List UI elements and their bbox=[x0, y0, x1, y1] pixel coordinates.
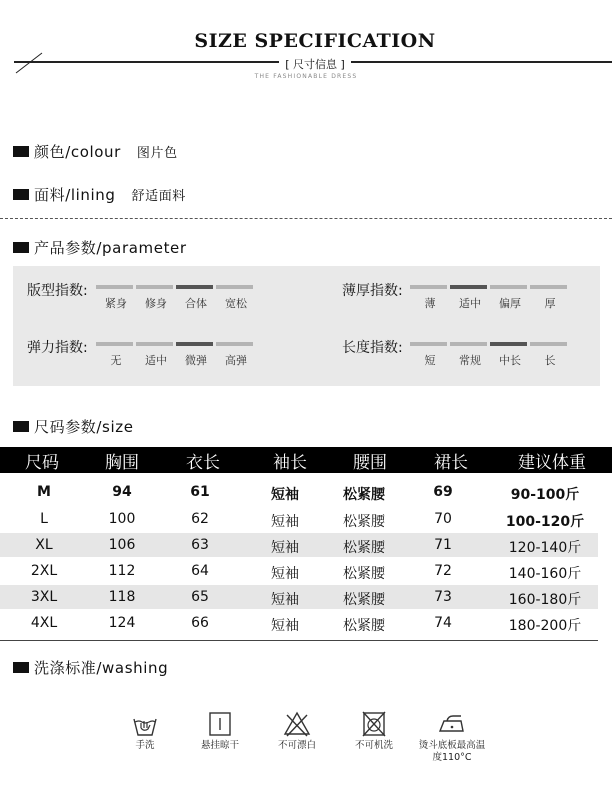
table-cell: 短袖 bbox=[271, 566, 299, 582]
table-cell: 70 bbox=[434, 511, 452, 527]
scale-segment bbox=[410, 342, 447, 346]
table-cell: 100 bbox=[108, 511, 136, 527]
no-bleach-icon bbox=[282, 709, 312, 739]
table-cell: 2XL bbox=[30, 563, 58, 579]
scale-option-label: 厚 bbox=[544, 297, 556, 310]
scale-option-label: 中长 bbox=[499, 354, 521, 367]
section-marker bbox=[13, 146, 29, 157]
table-cell: 100-120斤 bbox=[505, 514, 585, 530]
table-cell: 短袖 bbox=[271, 540, 299, 556]
washing-section bbox=[13, 657, 168, 678]
scale-option-label: 长 bbox=[544, 354, 556, 367]
colour-section bbox=[13, 141, 178, 162]
table-cell: 松紧腰 bbox=[343, 566, 385, 582]
table-cell: 61 bbox=[190, 484, 210, 500]
scale-segment bbox=[490, 285, 527, 289]
scale-option-label: 薄 bbox=[424, 297, 436, 310]
table-cell: 72 bbox=[434, 563, 452, 579]
scale-option-label: 合体 bbox=[185, 297, 207, 310]
table-cell: 106 bbox=[108, 537, 136, 553]
table-cell: 90-100斤 bbox=[510, 487, 580, 503]
scale-segment-selected bbox=[490, 342, 527, 346]
table-cell: 94 bbox=[112, 484, 132, 500]
scale-segment bbox=[450, 342, 487, 346]
table-cell: 160-180斤 bbox=[508, 592, 582, 608]
table-cell: 短袖 bbox=[271, 618, 299, 634]
table-row bbox=[0, 480, 598, 504]
table-cell: 71 bbox=[434, 537, 452, 553]
table-cell: 124 bbox=[108, 615, 136, 631]
parameter-name: 版型指数: bbox=[27, 283, 88, 299]
scale-segment bbox=[216, 342, 253, 346]
table-row bbox=[0, 611, 598, 635]
table-cell: 62 bbox=[191, 511, 209, 527]
no-machine-wash-icon bbox=[359, 709, 389, 739]
table-cell: 69 bbox=[433, 484, 453, 500]
dashed-divider bbox=[0, 218, 612, 219]
parameter-name: 长度指数: bbox=[342, 340, 403, 356]
scale-segment bbox=[96, 285, 133, 289]
table-header-cell: 胸围 bbox=[105, 453, 139, 473]
table-cell: 64 bbox=[191, 563, 209, 579]
scale-segment bbox=[96, 342, 133, 346]
table-bottom-rule bbox=[0, 640, 598, 641]
scale-segment bbox=[530, 285, 567, 289]
washing-label: 洗涤标准/washing bbox=[34, 659, 169, 677]
colour-label: 颜色/colour bbox=[34, 143, 121, 161]
scale-option-label: 短 bbox=[424, 354, 436, 367]
scale-option-label: 紧身 bbox=[105, 297, 127, 310]
iron-icon bbox=[437, 709, 467, 739]
table-cell: 松紧腰 bbox=[343, 487, 385, 503]
washing-care-label: 不可机洗 bbox=[354, 740, 394, 751]
scale-segment-selected bbox=[450, 285, 487, 289]
section-marker bbox=[13, 242, 29, 253]
section-marker bbox=[13, 189, 29, 200]
page-tagline: THE FASHIONABLE DRESS bbox=[254, 73, 358, 80]
table-cell: 短袖 bbox=[271, 592, 299, 608]
section-marker bbox=[13, 662, 29, 673]
table-cell: 74 bbox=[434, 615, 452, 631]
table-row bbox=[0, 585, 598, 609]
table-header-cell: 衣长 bbox=[186, 453, 220, 473]
scale-segment bbox=[530, 342, 567, 346]
size-section bbox=[13, 416, 134, 437]
table-row bbox=[0, 533, 598, 557]
section-marker bbox=[13, 421, 29, 432]
table-cell: 松紧腰 bbox=[343, 618, 385, 634]
table-cell: 118 bbox=[108, 589, 136, 605]
table-cell: 65 bbox=[191, 589, 209, 605]
scale-segment-selected bbox=[176, 285, 213, 289]
table-header-cell: 腰围 bbox=[353, 453, 387, 473]
scale-option-label: 常规 bbox=[459, 354, 481, 367]
scale-option-label: 宽松 bbox=[225, 297, 247, 310]
table-cell: 松紧腰 bbox=[343, 540, 385, 556]
scale-option-label: 偏厚 bbox=[499, 297, 521, 310]
parameter-scale-bar bbox=[410, 285, 567, 289]
scale-segment bbox=[136, 342, 173, 346]
table-header-cell: 尺码 bbox=[25, 453, 59, 473]
lining-label: 面料/lining bbox=[34, 186, 116, 204]
parameter-section bbox=[13, 237, 187, 258]
table-header-cell: 裙长 bbox=[434, 453, 468, 473]
size-label: 尺码参数/size bbox=[34, 418, 134, 436]
table-cell: 140-160斤 bbox=[508, 566, 582, 582]
colour-value: 图片色 bbox=[136, 146, 178, 161]
table-cell: 3XL bbox=[30, 589, 58, 605]
page-title: SIZE SPECIFICATION bbox=[194, 30, 436, 52]
washing-care-label: 不可漂白 bbox=[277, 740, 317, 751]
parameter-scale-bar bbox=[410, 342, 567, 346]
table-cell: 73 bbox=[434, 589, 452, 605]
scale-option-label: 无 bbox=[110, 354, 122, 367]
table-cell: 松紧腰 bbox=[343, 514, 385, 530]
scale-segment-selected bbox=[176, 342, 213, 346]
scale-option-label: 修身 bbox=[145, 297, 167, 310]
page-subtitle bbox=[0, 56, 612, 72]
table-cell: 短袖 bbox=[271, 514, 299, 530]
lining-value: 舒适面料 bbox=[131, 189, 186, 204]
scale-option-label: 微弹 bbox=[185, 354, 207, 367]
lining-section bbox=[13, 184, 186, 205]
table-row bbox=[0, 559, 598, 583]
table-cell: 112 bbox=[108, 563, 136, 579]
table-cell: 4XL bbox=[30, 615, 58, 631]
washing-care-label: 手洗 bbox=[135, 740, 155, 751]
table-cell: 180-200斤 bbox=[508, 618, 582, 634]
table-header-cell: 建议体重 bbox=[518, 453, 586, 473]
scale-option-label: 适中 bbox=[459, 297, 481, 310]
table-cell: M bbox=[37, 484, 51, 500]
table-cell: 63 bbox=[191, 537, 209, 553]
scale-segment bbox=[410, 285, 447, 289]
washing-care-label: 烫斗底板最高温度110°C bbox=[418, 740, 486, 763]
table-row bbox=[0, 507, 598, 531]
table-header-cell: 袖长 bbox=[273, 453, 307, 473]
table-cell: 短袖 bbox=[271, 487, 299, 503]
scale-option-label: 高弹 bbox=[225, 354, 247, 367]
table-cell: 松紧腰 bbox=[343, 592, 385, 608]
table-cell: 120-140斤 bbox=[508, 540, 582, 556]
size-table-header bbox=[0, 447, 612, 473]
parameter-scale-bar bbox=[96, 285, 253, 289]
table-cell: XL bbox=[35, 537, 53, 553]
parameter-panel bbox=[13, 266, 600, 386]
parameter-name: 弹力指数: bbox=[27, 340, 88, 356]
scale-segment bbox=[136, 285, 173, 289]
scale-segment bbox=[216, 285, 253, 289]
subtitle-text: [ 尺寸信息 ] bbox=[279, 58, 351, 71]
table-cell: 66 bbox=[191, 615, 209, 631]
hand-wash-icon bbox=[130, 709, 160, 739]
scale-option-label: 适中 bbox=[145, 354, 167, 367]
parameter-name: 薄厚指数: bbox=[342, 283, 403, 299]
table-cell: L bbox=[40, 511, 48, 527]
parameter-scale-bar bbox=[96, 342, 253, 346]
parameter-label: 产品参数/parameter bbox=[34, 239, 187, 257]
hang-dry-icon bbox=[205, 709, 235, 739]
washing-care-label: 悬挂晾干 bbox=[200, 740, 240, 751]
